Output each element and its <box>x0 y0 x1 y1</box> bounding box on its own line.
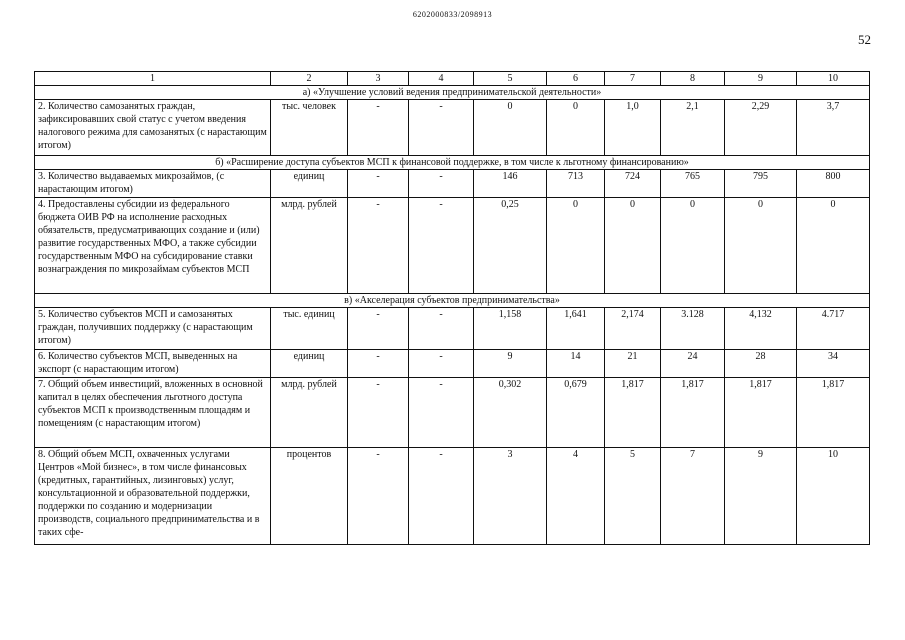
value-cell: 14 <box>547 350 605 378</box>
column-header: 6 <box>547 72 605 86</box>
page-number: 52 <box>858 32 871 47</box>
value-cell: 7 <box>661 448 725 545</box>
value-cell: 24 <box>661 350 725 378</box>
value-cell: 1,817 <box>797 378 870 448</box>
value-cell: 4.717 <box>797 308 870 350</box>
value-cell: 146 <box>474 170 547 198</box>
value-cell: 4,132 <box>725 308 797 350</box>
value-cell: 3,7 <box>797 100 870 156</box>
value-cell: - <box>348 170 409 198</box>
value-cell: - <box>348 350 409 378</box>
value-cell: 724 <box>605 170 661 198</box>
table-row <box>35 170 870 198</box>
table-row <box>35 100 870 156</box>
value-cell: 1,817 <box>661 378 725 448</box>
value-cell: - <box>409 448 474 545</box>
value-cell: 2,174 <box>605 308 661 350</box>
value-cell: - <box>348 378 409 448</box>
value-cell: - <box>409 350 474 378</box>
section-row <box>35 156 870 170</box>
indicator-name: 2. Количество самозанятых граждан, зафиксировавших свой статус с учетом введения налогового режима для самозанятых (с нарастающим итогом) <box>35 100 271 156</box>
value-cell: 0 <box>474 100 547 156</box>
unit-cell: единиц <box>271 170 348 198</box>
column-header: 9 <box>725 72 797 86</box>
indicator-name: 8. Общий объем МСП, охваченных услугами Центров «Мой бизнес», в том числе финансовых (кредитных, гарантийных, лизинговых) услуг, консультационной и образовательной поддержки, поддержки по созданию и модернизации производств, социального предпринимательства и в таких сфе- <box>35 448 271 545</box>
value-cell: 765 <box>661 170 725 198</box>
value-cell: 1,817 <box>605 378 661 448</box>
value-cell: 0 <box>661 198 725 294</box>
value-cell: 0 <box>547 100 605 156</box>
unit-cell: млрд. рублей <box>271 198 348 294</box>
value-cell: - <box>409 378 474 448</box>
value-cell: 28 <box>725 350 797 378</box>
value-cell: 2,1 <box>661 100 725 156</box>
unit-cell: единиц <box>271 350 348 378</box>
unit-cell: тыс. единиц <box>271 308 348 350</box>
value-cell: 1,158 <box>474 308 547 350</box>
value-cell: 4 <box>547 448 605 545</box>
column-header: 2 <box>271 72 348 86</box>
value-cell: - <box>348 100 409 156</box>
value-cell: 0 <box>725 198 797 294</box>
indicator-name: 5. Количество субъектов МСП и самозанятых граждан, получивших поддержку (с нарастающим итогом) <box>35 308 271 350</box>
column-header-row <box>35 72 870 86</box>
value-cell: 0,25 <box>474 198 547 294</box>
value-cell: 1,0 <box>605 100 661 156</box>
indicator-name: 3. Количество выдаваемых микрозаймов, (с нарастающим итогом) <box>35 170 271 198</box>
document-id: 6202000833/2098913 <box>412 10 493 19</box>
unit-cell: тыс. человек <box>271 100 348 156</box>
value-cell: - <box>348 198 409 294</box>
indicator-name: 7. Общий объем инвестиций, вложенных в основной капитал в целях обеспечения льготного доступа субъектов МСП к производственным площадям и помещениям (с нарастающим итогом) <box>35 378 271 448</box>
table-row <box>35 448 870 545</box>
value-cell: 10 <box>797 448 870 545</box>
indicator-name: 6. Количество субъектов МСП, выведенных на экспорт (с нарастающим итогом) <box>35 350 271 378</box>
value-cell: 9 <box>474 350 547 378</box>
table-row <box>35 378 870 448</box>
value-cell: 0,679 <box>547 378 605 448</box>
value-cell: 0 <box>605 198 661 294</box>
section-title: в) «Акселерация субъектов предпринимательства» <box>35 294 870 308</box>
table-row <box>35 308 870 350</box>
value-cell: 795 <box>725 170 797 198</box>
value-cell: - <box>409 308 474 350</box>
value-cell: 34 <box>797 350 870 378</box>
value-cell: - <box>348 448 409 545</box>
value-cell: - <box>409 100 474 156</box>
value-cell: 21 <box>605 350 661 378</box>
column-header: 1 <box>35 72 271 86</box>
section-row <box>35 294 870 308</box>
value-cell: 5 <box>605 448 661 545</box>
table-row <box>35 198 870 294</box>
indicator-name: 4. Предоставлены субсидии из федерального бюджета ОИВ РФ на исполнение расходных обязательств, предусматривающих создание и (или) развитие государственных МФО, а также субсидии государственным МФО на субсидирование ставки вознаграждения по микрозаймам субъектов МСП <box>35 198 271 294</box>
column-header: 5 <box>474 72 547 86</box>
column-header: 7 <box>605 72 661 86</box>
section-title: а) «Улучшение условий ведения предпринимательской деятельности» <box>35 86 870 100</box>
table-row <box>35 350 870 378</box>
value-cell: 1,817 <box>725 378 797 448</box>
section-row <box>35 86 870 100</box>
value-cell: 3 <box>474 448 547 545</box>
value-cell: 0,302 <box>474 378 547 448</box>
value-cell: 0 <box>547 198 605 294</box>
value-cell: 0 <box>797 198 870 294</box>
value-cell: 1,641 <box>547 308 605 350</box>
indicators-table <box>34 71 870 545</box>
section-title: б) «Расширение доступа субъектов МСП к финансовой поддержке, в том числе к льготному финансированию» <box>35 156 870 170</box>
value-cell: 9 <box>725 448 797 545</box>
value-cell: 713 <box>547 170 605 198</box>
value-cell: - <box>409 170 474 198</box>
unit-cell: процентов <box>271 448 348 545</box>
column-header: 3 <box>348 72 409 86</box>
value-cell: 3.128 <box>661 308 725 350</box>
value-cell: 2,29 <box>725 100 797 156</box>
unit-cell: млрд. рублей <box>271 378 348 448</box>
value-cell: - <box>348 308 409 350</box>
column-header: 10 <box>797 72 870 86</box>
column-header: 4 <box>409 72 474 86</box>
value-cell: 800 <box>797 170 870 198</box>
column-header: 8 <box>661 72 725 86</box>
value-cell: - <box>409 198 474 294</box>
